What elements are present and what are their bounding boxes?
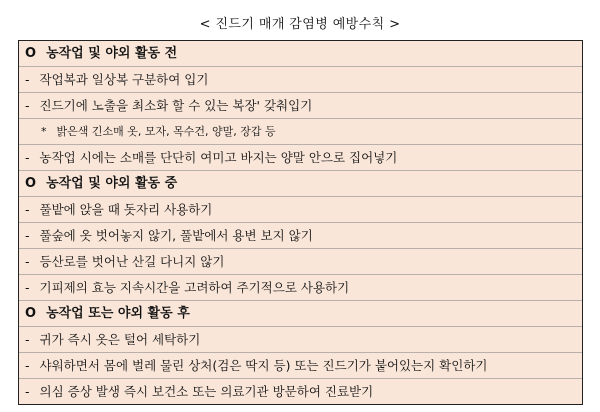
note-item: [19, 119, 582, 145]
list-item-text: 농작업 시에는 소매를 단단히 여미고 바지는 양말 안으로 집어넣기: [39, 150, 398, 165]
list-item-text: 기피제의 효능 지속시간을 고려하여 주기적으로 사용하기: [39, 280, 350, 295]
list-item: [19, 379, 582, 405]
dash-marker: -: [25, 254, 30, 269]
prevention-rules-box: [18, 40, 583, 405]
list-item: [19, 145, 582, 171]
list-item: [19, 275, 582, 301]
list-item: [19, 197, 582, 223]
list-item-text: 샤워하면서 몸에 벌레 물린 상처(검은 딱지 등) 또는 진드기가 붙어있는지 확인하기: [39, 358, 488, 373]
list-item-text: 진드기에 노출을 최소화 할 수 있는 복장' 갖춰입기: [39, 98, 313, 113]
list-item: [19, 327, 582, 353]
section-heading: [19, 171, 582, 197]
list-item-text: 등산로를 벗어난 산길 다니지 않기: [39, 254, 225, 269]
dash-marker: -: [25, 72, 30, 87]
note-item-text: 밝은색 긴소매 옷, 모자, 목수건, 양말, 장갑 등: [56, 125, 276, 138]
list-item-text: 의심 증상 발생 즉시 보건소 또는 의료기관 방문하여 진료받기: [39, 384, 374, 399]
section-heading-text: 농작업 및 야외 활동 전: [46, 46, 178, 61]
dash-marker: -: [25, 98, 30, 113]
list-item: [19, 353, 582, 379]
asterisk-marker: *: [41, 125, 47, 138]
dash-marker: -: [25, 150, 30, 165]
dash-marker: -: [25, 332, 30, 347]
dash-marker: -: [25, 358, 30, 373]
section-heading-text: 농작업 또는 야외 활동 후: [46, 306, 190, 321]
list-item-text: 풀밭에 앉을 때 돗자리 사용하기: [39, 202, 213, 217]
list-item: [19, 67, 582, 93]
list-item: [19, 223, 582, 249]
list-item-text: 작업복과 일상복 구분하여 입기: [39, 72, 209, 87]
dash-marker: -: [25, 202, 30, 217]
list-item: [19, 249, 582, 275]
circle-marker: O: [25, 176, 37, 191]
circle-marker: O: [25, 46, 37, 61]
list-item-text: 풀숲에 옷 벗어놓지 않기, 풀밭에서 용변 보지 않기: [39, 228, 313, 243]
section-heading: [19, 41, 582, 67]
list-item: [19, 93, 582, 119]
dash-marker: -: [25, 280, 30, 295]
dash-marker: -: [25, 228, 30, 243]
list-item-text: 귀가 즉시 옷은 털어 세탁하기: [39, 332, 201, 347]
circle-marker: O: [25, 306, 37, 321]
dash-marker: -: [25, 384, 30, 399]
section-heading-text: 농작업 및 야외 활동 중: [46, 176, 178, 191]
page-title: < 진드기 매개 감염병 예방수칙 >: [199, 17, 401, 32]
section-heading: [19, 301, 582, 327]
